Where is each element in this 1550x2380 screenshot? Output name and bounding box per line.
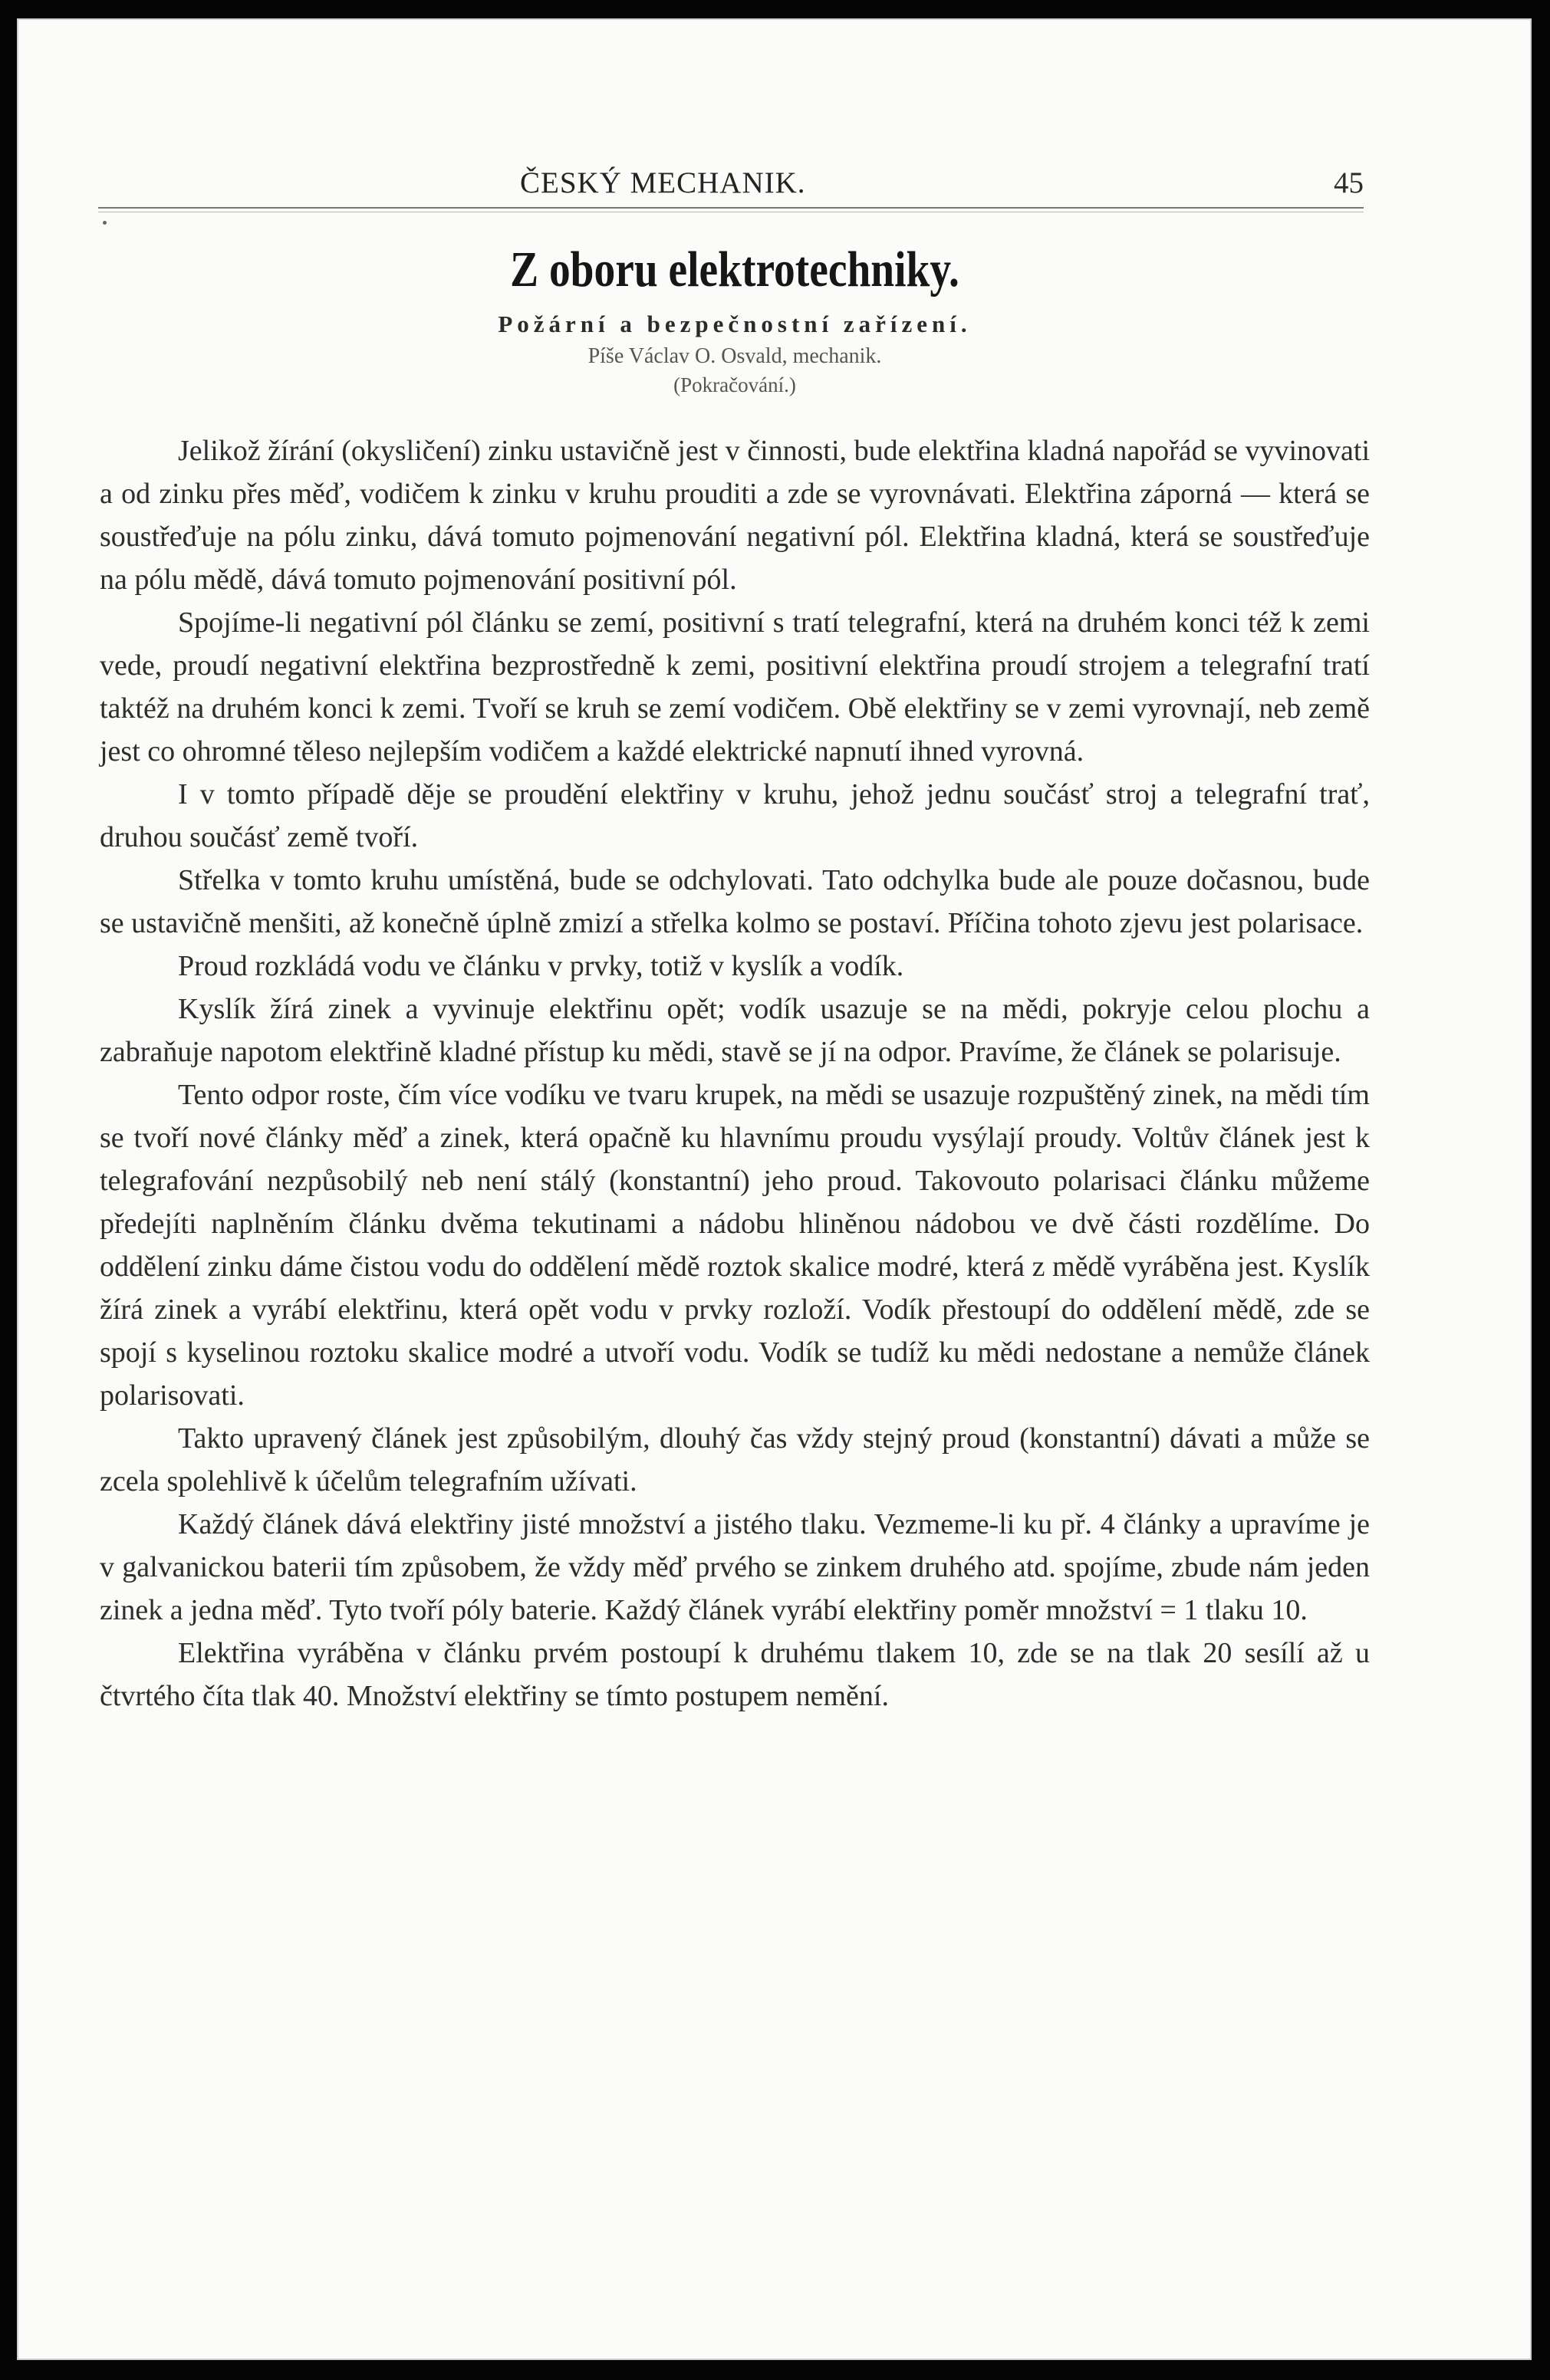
- paragraph: Jelikož žírání (okysličení) zinku ustavičně jest v činnosti, bude elektřina kladná napořád se vyvinovati a od zinku přes měď, vodičem k zinku v kruhu prouditi a zde se vyrovnávati. Elektřina záporná — která se soustřeďuje na pólu zinku, dává tomuto pojmenování negativní pól. Elektřina kladná, která se soustřeďuje na pólu mědě, dává tomuto pojmenování positivní pól.: [100, 435, 1370, 597]
- document-page: [17, 18, 1532, 2360]
- article-title: Z oboru elektrotechniky.: [510, 242, 959, 298]
- article-author: Píše Václav O. Osvald, mechanik.: [587, 344, 882, 369]
- article-body: [100, 429, 1370, 1718]
- paragraph: Každý článek dává elektřiny jisté množství a jistého tlaku. Vezmeme-li ku př. 4 články a upravíme je v galvanickou baterii tím způsobem, že vždy měď prvého se zinkem druhého atd. spojíme, zbude nám jeden zinek a jedna měď. Tyto tvoří póly baterie. Každý článek vyrábí elektřiny poměr množství = 1 tlaku 10.: [100, 1508, 1370, 1627]
- paragraph: Proud rozkládá vodu ve článku v prvky, totiž v kyslík a vodík.: [178, 950, 904, 983]
- page-header: [90, 161, 1364, 215]
- article-content: [100, 242, 1370, 1718]
- paragraph: Kyslík žírá zinek a vyvinuje elektřinu opět; vodík usazuje se na mědi, pokryje celou plochu a zabraňuje napotom elektřině kladné přístup ku mědi, stavě se jí na odpor. Pravíme, že článek se polarisuje.: [100, 993, 1370, 1069]
- paragraph: I v tomto případě děje se proudění elektřiny v kruhu, jehož jednu součásť stroj a telegrafní trať, druhou součásť země tvoří.: [100, 778, 1370, 854]
- paragraph: Spojíme-li negativní pól článku se zemí, positivní s tratí telegrafní, která na druhém konci též k zemi vede, proudí negativní elektřina bezprostředně k zemi, positivní elektřina proudí strojem a telegrafní tratí taktéž na druhém konci k zemi. Tvoří se kruh se zemí vodičem. Obě elektřiny se v zemi vyrovnají, neb země jest co ohromné těleso nejlepším vodičem a každé elektrické napnutí ihned vyrovná.: [100, 607, 1370, 768]
- paragraph: Střelka v tomto kruhu umístěná, bude se odchylovati. Tato odchylka bude ale pouze dočasnou, bude se ustavičně menšiti, až konečně úplně zmizí a střelka kolmo se postaví. Příčina tohoto zjevu jest polarisace.: [100, 864, 1370, 940]
- ink-dot: [103, 221, 107, 225]
- paragraph: Tento odpor roste, čím více vodíku ve tvaru krupek, na mědi se usazuje rozpuštěný zinek, na mědi tím se tvoří nové články měď a zinek, která opačně ku hlavnímu proudu vysýlají proudy. Voltův článek jest k telegrafování nezpůsobilý neb není stálý (konstantní) jeho proud. Takovouto polarisaci článku můžeme předejíti naplněním článku dvěma tekutinami a nádobu hliněnou nádobou ve dvě části rozdělíme. Do oddělení zinku dáme čistou vodu do oddělení mědě roztok skalice modré, která z mědě vyráběna jest. Kyslík žírá zinek a vyrábí elektřinu, která opět vodu v prvky rozloží. Vodík přestoupí do oddělení mědě, zde se spojí s kyselinou roztoku skalice modré a utvoří vodu. Vodík se tudíž ku mědi nedostane a nemůže článek polarisovati.: [100, 1079, 1370, 1412]
- running-title: ČESKÝ MECHANIK.: [520, 166, 806, 199]
- paragraph: Elektřina vyráběna v článku prvém postoupí k druhému tlakem 10, zde se na tlak 20 sesílí až u čtvrtého číta tlak 40. Množství elektřiny se tímto postupem nemění.: [100, 1637, 1370, 1713]
- article-subtitle: Požární a bezpečnostní zařízení.: [498, 311, 972, 338]
- page-number: 45: [1334, 166, 1364, 199]
- paragraph: Takto upravený článek jest způsobilým, dlouhý čas vždy stejný proud (konstantní) dávati a může se zcela spolehlivě k účelům telegrafním užívati.: [100, 1422, 1370, 1498]
- header-rule: [98, 207, 1364, 209]
- continued-note: (Pokračování.): [673, 373, 796, 397]
